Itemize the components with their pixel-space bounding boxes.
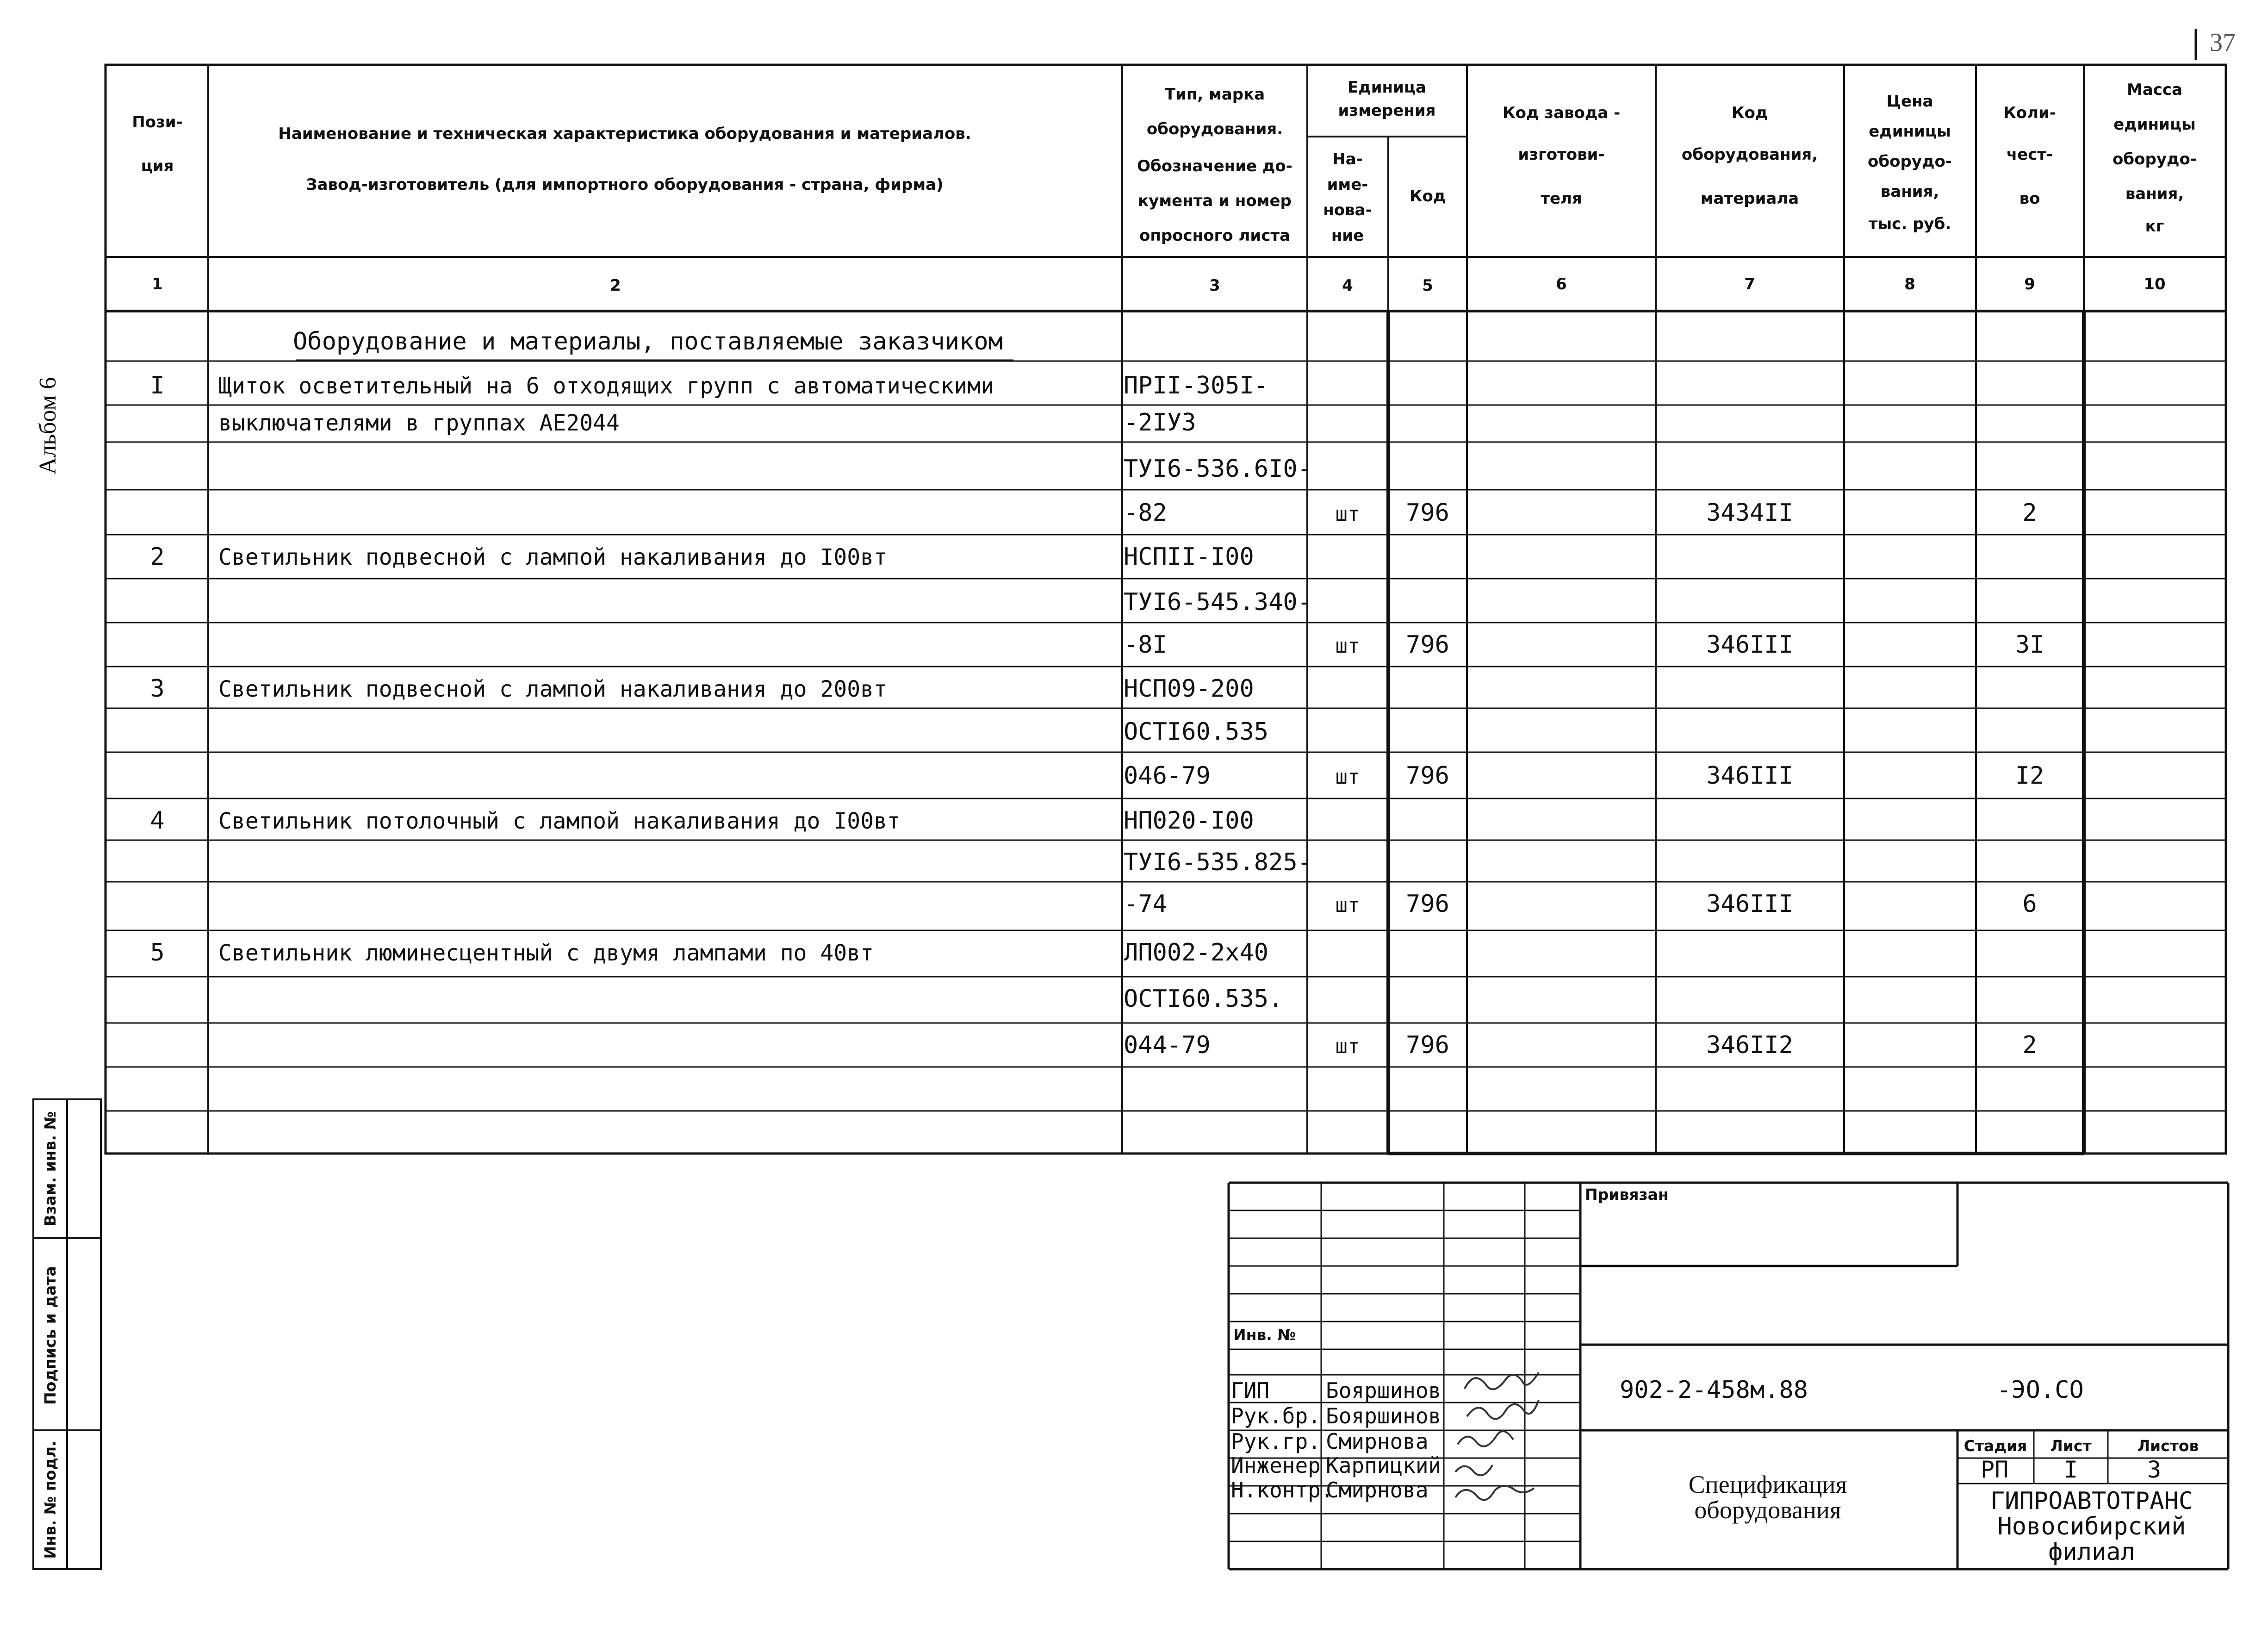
header-col4-line1: На- (1332, 150, 1363, 168)
table-row (1124, 718, 1268, 746)
cell-type: -74 (1124, 890, 1167, 918)
cell-type: НСП09-200 (1124, 675, 1254, 703)
cell-qty: 2 (2022, 499, 2037, 527)
cell-eq-code: 346III (1706, 890, 1793, 918)
header-col4-line4: ние (1331, 226, 1364, 245)
role-person-name: Смирнова (1326, 1429, 1429, 1454)
section-title: Оборудование и материалы, поставляемые заказчиком (292, 328, 1003, 355)
cell-unit: шт (1335, 634, 1360, 658)
document-code-suffix: -ЭО.СО (1997, 1376, 2084, 1404)
header-col10-line4: вания, (2125, 185, 2184, 203)
cell-name: Светильник потолочный с лампой накаливания до I00вт (218, 808, 901, 834)
stamp-vzam-label: Взам. инв. № (41, 1111, 59, 1227)
role-person-name: Бояршинов (1326, 1403, 1442, 1428)
cell-type: ПРII-305I- (1124, 372, 1269, 399)
header-col8-line5: тыс. руб. (1868, 215, 1951, 233)
col-number: 5 (1422, 276, 1433, 295)
header-col9-line3: во (2019, 189, 2040, 208)
table-row (1124, 985, 1283, 1013)
cell-type: -8I (1124, 631, 1167, 659)
stamp-podpis-label: Подпись и дата (41, 1266, 59, 1405)
cell-qty: 3I (2015, 631, 2044, 659)
cell-pos: 3 (150, 675, 165, 703)
cell-unit: шт (1335, 765, 1360, 789)
cell-eq-code: 3434II (1706, 499, 1793, 527)
header-col8-line2: единицы (1869, 122, 1951, 141)
stage-value: РП (1981, 1456, 2009, 1483)
header-col3-line1: Тип, марка (1164, 85, 1265, 104)
role-person-name: Бояршинов (1326, 1378, 1442, 1403)
inv-no-label: Инв. № (1233, 1326, 1296, 1344)
cell-pos: 2 (150, 543, 165, 571)
role-label: Инженер (1231, 1453, 1321, 1478)
table-row (1124, 848, 1312, 876)
role-label: ГИП (1231, 1378, 1270, 1403)
cell-type: 046-79 (1124, 762, 1211, 790)
page-number: 37 (2210, 28, 2236, 57)
role-person-name: Смирнова (1326, 1478, 1429, 1503)
cell-type: ТУI6-536.6I0- (1124, 455, 1312, 483)
header-col8-line1: Цена (1886, 92, 1933, 111)
cell-type: ТУI6-535.825- (1124, 848, 1312, 876)
header-col7-line3: материала (1700, 189, 1799, 208)
cell-eq-code: 346II2 (1706, 1031, 1793, 1059)
cell-qty: I2 (2015, 762, 2044, 790)
role-person-name: Карпицкий (1326, 1453, 1442, 1478)
col-number: 9 (2024, 275, 2035, 293)
cell-type: ОСТI60.535 (1124, 718, 1269, 746)
cell-code: 796 (1406, 499, 1449, 527)
cell-unit: шт (1335, 893, 1360, 917)
col-number: 10 (2144, 275, 2166, 293)
cell-code: 796 (1406, 631, 1449, 659)
header-col2-line2: Завод-изготовитель (для импортного оборудования - страна, фирма) (306, 175, 944, 194)
cell-qty: 2 (2022, 1031, 2037, 1059)
col-number: 7 (1744, 275, 1755, 293)
header-col7-line2: оборудования, (1681, 145, 1818, 164)
cell-unit: шт (1335, 502, 1360, 526)
cell-type: ТУI6-545.340- (1124, 588, 1312, 616)
col-number: 8 (1904, 275, 1915, 293)
signature-row (1231, 1429, 1429, 1454)
role-label: Рук.бр. (1231, 1403, 1321, 1428)
cell-name: Светильник подвесной с лампой накаливания до I00вт (218, 544, 887, 570)
header-col5: Код (1409, 187, 1446, 206)
cell-name: Щиток осветительный на 6 отходящих групп с автоматическими (218, 373, 994, 399)
cell-pos: I (150, 372, 165, 399)
cell-type: ОСТI60.535. (1124, 985, 1283, 1013)
header-col10-line2: единицы (2113, 115, 2196, 134)
sheet-value: I (2064, 1456, 2078, 1483)
cell-code: 796 (1406, 762, 1449, 790)
header-col4-line2: име- (1327, 175, 1368, 194)
header-col9-line2: чест- (2006, 145, 2053, 164)
header-col4-line3: нова- (1323, 201, 1372, 219)
header-col10-line5: кг (2145, 217, 2164, 236)
header-col3-line3: Обозначение до- (1137, 157, 1292, 175)
cell-pos: 5 (150, 939, 165, 967)
cell-code: 796 (1406, 890, 1449, 918)
album-label: Альбом 6 (35, 377, 61, 475)
signature-row (1231, 1403, 1441, 1428)
cell-pos: 4 (150, 807, 165, 835)
cell-name: выключателями в группах АЕ2044 (218, 410, 620, 436)
header-col3-line4: кумента и номер (1138, 192, 1292, 210)
header-col3-line5: опросного листа (1139, 226, 1291, 245)
signature-row (1231, 1378, 1441, 1403)
signature-row (1231, 1453, 1441, 1478)
table-row (1124, 455, 1312, 483)
privyazan-label: Привязан (1585, 1185, 1669, 1203)
header-col9-line1: Коли- (2003, 104, 2056, 122)
role-label: Рук.гр. (1231, 1429, 1321, 1454)
document-code: 902-2-458м.88 (1620, 1376, 1808, 1404)
col-number: 3 (1209, 276, 1220, 295)
header-col1-line1: Пози- (132, 113, 183, 131)
cell-type: НП020-I00 (1124, 807, 1254, 835)
cell-code: 796 (1406, 1031, 1449, 1059)
header-unit-line1: Единица (1348, 78, 1426, 97)
header-col1-line2: ция (141, 157, 174, 175)
cell-name: Светильник люминесцентный с двумя лампами по 40вт (218, 940, 874, 966)
header-col2-line1: Наименование и техническая характеристика оборудования и материалов. (278, 125, 971, 143)
cell-qty: 6 (2022, 890, 2037, 918)
stamp-inv-label: Инв. № подл. (41, 1440, 59, 1559)
signature-roles (1231, 1378, 1441, 1503)
col-number: 6 (1556, 275, 1567, 293)
stage-label: Стадия (1964, 1437, 2027, 1455)
cell-unit: шт (1335, 1035, 1360, 1058)
header-col8-line4: вания, (1880, 182, 1939, 201)
header-col6-line1: Код завода - (1502, 104, 1621, 122)
header-unit-line2: измерения (1338, 101, 1436, 120)
col-number: 4 (1342, 276, 1353, 295)
signature-row (1231, 1478, 1429, 1503)
cell-type: НСПII-I00 (1124, 543, 1254, 571)
cell-name: Светильник подвесной с лампой накаливания до 200вт (218, 676, 887, 702)
header-col7-line1: Код (1731, 104, 1768, 122)
cell-eq-code: 346III (1706, 762, 1793, 790)
sheet-title-line1: Спецификация (1688, 1471, 1847, 1498)
header-col10-line3: оборудо- (2113, 150, 2197, 168)
cell-type: -82 (1124, 499, 1167, 527)
header-col3-line2: оборудования. (1146, 120, 1283, 138)
sheets-label: Листов (2137, 1437, 2199, 1455)
header-col8-line3: оборудо- (1868, 152, 1952, 171)
header-col10-line1: Масса (2126, 81, 2183, 99)
org-line1: ГИПРОАВТОТРАНС (1990, 1487, 2193, 1515)
cell-eq-code: 346III (1706, 631, 1793, 659)
header-col6-line2: изготови- (1518, 145, 1605, 164)
cell-type: 044-79 (1124, 1031, 1211, 1059)
sheet-title-line2: оборудования (1694, 1496, 1841, 1524)
table-row (1124, 588, 1312, 616)
org-line2: Новосибирский (1997, 1513, 2186, 1540)
cell-type: -2IУ3 (1124, 409, 1196, 437)
sheet-label: Лист (2050, 1437, 2092, 1455)
sheets-value: 3 (2147, 1456, 2162, 1483)
cell-type: ЛП002-2х40 (1124, 939, 1269, 967)
col-number: 1 (152, 275, 163, 293)
header-col6-line3: теля (1541, 189, 1582, 208)
org-line3: филиал (2048, 1538, 2135, 1566)
col-number: 2 (610, 276, 621, 295)
role-label: Н.контр. (1231, 1478, 1334, 1503)
